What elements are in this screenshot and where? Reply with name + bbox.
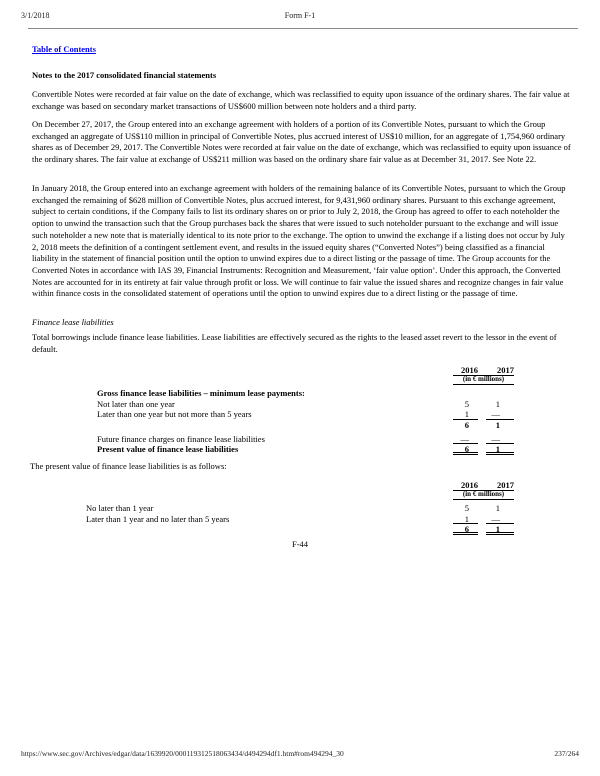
print-footer [21, 749, 579, 758]
paragraph-january-exchange-agreement: In January 2018, the Group entered into an exchange agreement with holders of the remaining balance of its Convertible Notes, pursuant to which the Group exchanged the remaining of $628 million of Convertible Notes, plus accrued interest, for 9,431,960 ordinary shares. Pursuant to this exchange agreement, subject to certain conditions, if the Company fails to list its ordinary shares on or prior to July 2, 2018, the Group has agreed to offer to each noteholder the option to unwind the transaction such that the Group purchases back the shares that were issued to such noteholder pursuant to the exchange and will issue such noteholder a new note that is materially identical to its note prior to the exchange. The option to unwind the exchange if a listing does not occur by July 2, 2018 meets the definition of a contingent settlement event, and results in the issued equity shares (“Converted Notes”) being classified as a financial liability in the statement of financial position until the option to unwind expires due to a direct listing or the passage of time. The Group accounts for the Converted Notes in accordance with IAS 39, Financial Instruments: Recognition and Measurement, ‘fair value option’. Under this approach, the Converted Notes are accounted for in its entirety at fair value through profit or loss. We will continue to fair value the issued shares and recognize changes in fair value within finance costs in the consolidated statement of operations until the option to unwind expires due to a direct listing or the passage of time. [32, 183, 566, 299]
table1-col-2017: 2017 [497, 365, 514, 375]
table1-unit-note: (in € millions) [453, 376, 514, 385]
print-date: 3/1/2018 [21, 11, 50, 20]
table2-col-2017: 2017 [497, 480, 514, 490]
paragraph-present-value-intro: The present value of finance lease liabilities is as follows: [30, 461, 227, 471]
print-header [21, 11, 579, 20]
finance-lease-heading: Finance lease liabilities [32, 317, 114, 327]
table-row: Later than 1 year and no later than 5 years 1 — [86, 514, 514, 525]
table1-col-2016: 2016 [461, 365, 478, 375]
table-subtotal-row: 6 1 [464, 419, 500, 430]
paragraph-december-exchange-agreement: On December 27, 2017, the Group entered into an exchange agreement with holders of a portion of its Convertible Notes, pursuant to which the Group exchanged an aggregate of US$110 million in principal of Convertible Notes, plus accrued interest of US$10 million, for an aggregate of 1,754,960 ordinary shares as of December 29, 2017. The Convertible Notes were recorded at fair value on the date of exchange, which was reclassified to equity upon issuance of the ordinary shares. The fair value at exchange of US$211 million was based on the ordinary share fair value as at December 31, 2017. See Note 22. [32, 119, 571, 165]
print-page-indicator: 237/264 [554, 749, 579, 758]
table-row: No later than 1 year 5 1 [86, 503, 500, 513]
paragraph-finance-lease-intro: Total borrowings include finance lease liabilities. Lease liabilities are effectively secured as the rights to the leased asset revert to the lessor in the event of default. [32, 332, 557, 354]
table-row: Gross finance lease liabilities – minimum lease payments: [97, 388, 305, 398]
document-page-number: F-44 [291, 539, 309, 549]
table-of-contents-link[interactable]: Table of Contents [32, 44, 96, 54]
table-row: Later than one year but not more than 5 years 1 — [97, 409, 514, 420]
print-form-title: Form F-1 [284, 11, 316, 20]
table-total-row: Present value of finance lease liabilities 6 1 [97, 444, 514, 455]
table-total-row: 6 1 [86, 524, 514, 535]
table-row: Not later than one year 5 1 [97, 398, 500, 409]
print-footer-url: https://www.sec.gov/Archives/edgar/data/1639920/000119312518063434/d494294df1.htm#rom494294_30 [21, 749, 344, 758]
paragraph-convertible-notes-fair-value: Convertible Notes were recorded at fair value on the date of exchange, which was reclassified to equity upon issuance of the ordinary shares. The fair value at exchange was based on secondary market transactions of US$600 million between note holders and a third party. [32, 89, 570, 111]
table-row: Future finance charges on finance lease liabilities — — [97, 434, 514, 445]
header-divider [28, 28, 578, 29]
notes-section-heading: Notes to the 2017 consolidated financial statements [32, 70, 217, 80]
table2-unit-note: (in € millions) [453, 491, 514, 500]
table2-col-2016: 2016 [461, 480, 478, 490]
present-value-lease-table [86, 481, 514, 535]
gross-finance-lease-table [97, 366, 514, 455]
